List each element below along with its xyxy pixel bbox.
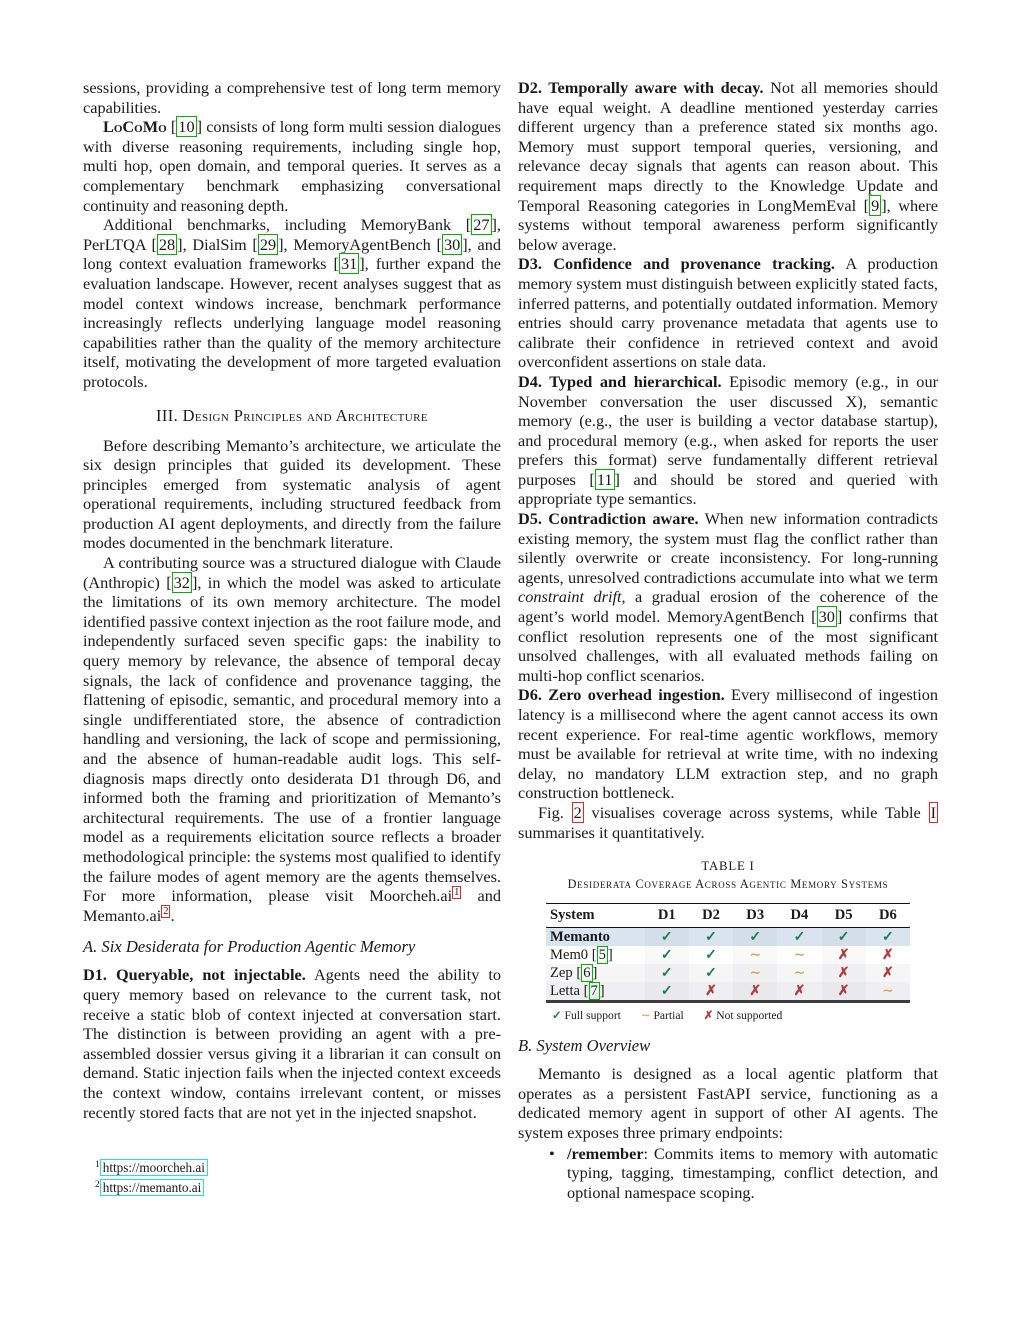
text-run: visualises coverage across systems, while Table: [583, 802, 929, 822]
tilde-icon: ∼: [793, 965, 806, 981]
tilde-icon: ∼: [749, 965, 762, 981]
paragraph: [518, 509, 938, 685]
footnotes: [83, 1158, 208, 1198]
text-run: Design Principles and Architecture: [182, 405, 428, 425]
support-cell: [733, 964, 777, 982]
paragraph: [83, 553, 501, 925]
left-column: [83, 78, 501, 1320]
text-run: Episodic memory (e.g., in our November conversation the user discussed X), semantic memory (e.g., the user is building a vector database startup), and procedural memory (e.g., when asked for reports the user prefers this format) serve fundamentally different retrieval purposes [: [518, 371, 939, 489]
paragraph: [518, 1064, 938, 1142]
footnote-marker-1[interactable]: 1: [454, 886, 460, 898]
bullet-marker-icon: •: [549, 1143, 555, 1163]
legend-label: Partial: [650, 1009, 684, 1023]
table-row-memanto: [546, 928, 910, 947]
cross-icon: ✗: [882, 947, 894, 963]
paragraph: [518, 78, 938, 254]
check-icon: ✓: [660, 929, 673, 945]
footnote-marker-2[interactable]: 2: [163, 906, 169, 918]
support-cell: [822, 964, 866, 982]
cross-icon: ✗: [837, 983, 850, 999]
text-run: D1. Queryable, not injectable.: [83, 965, 306, 985]
text-run: D5. Contradiction aware.: [518, 509, 699, 529]
paragraph: [83, 965, 501, 1122]
cross-icon: ✗: [837, 947, 850, 963]
citation-link-30[interactable]: 30: [443, 234, 461, 254]
table-header-row: [546, 904, 910, 928]
citation-link-29[interactable]: 29: [259, 234, 277, 254]
cross-reference-link-I[interactable]: I: [930, 802, 936, 822]
check-icon: ✓: [660, 947, 673, 963]
column-header-d5: D5: [822, 904, 866, 928]
support-cell: [822, 982, 866, 1002]
table-legend: [546, 1008, 910, 1022]
footnote-number-1: 1: [95, 1159, 100, 1170]
column-header-system: System: [546, 904, 645, 928]
text-run: [: [166, 117, 177, 137]
text-run: sessions, providing a comprehensive test of long term memory capabilities.: [83, 78, 501, 117]
text-run: A production memory system must distinguish between explicitly stated facts, inferred patterns, and potentially outdated information. Memory entries should carry provenance metadata that agents use to calibrate their confidence in retrieved context and avoid overconfident assertions on stale data.: [518, 254, 938, 372]
support-cell: [822, 946, 866, 964]
text-run: Fig.: [538, 802, 572, 822]
cross-reference-link-2[interactable]: 2: [573, 802, 582, 822]
text-run: .: [170, 905, 175, 925]
text-run: B. System Overview: [518, 1036, 651, 1056]
footnote-number-2: 2: [95, 1179, 100, 1190]
column-header-d6: D6: [866, 904, 910, 928]
system-name: Zep: [550, 964, 573, 981]
text-run: Before describing Memanto’s architecture, we articulate the six design principles that guided its development. These principles emerged from systematic analysis of agent operational requirements, including structured feedback from production AI agent deployments, and directly from the failure modes documented in the benchmark literature.: [83, 435, 501, 553]
check-icon: ✓: [793, 929, 806, 945]
column-header-d2: D2: [689, 904, 733, 928]
legend-item: [552, 1009, 621, 1022]
text-run: summarises it quantitatively.: [518, 822, 705, 842]
table-body: [546, 928, 910, 1002]
support-cell: [645, 964, 689, 982]
legend-label: Not supported: [713, 1009, 783, 1023]
cross-icon: ✗: [793, 983, 806, 999]
support-cell: [866, 946, 910, 964]
text-run: : Commits items to memory with automatic typing, tagging, timestamping, conflict detection, and optional namespace scoping.: [567, 1143, 938, 1202]
system-name: Letta: [550, 982, 580, 999]
system-name-cell: Mem0 [ 5 ]: [546, 946, 645, 964]
support-cell: [866, 964, 910, 982]
support-cell: [866, 982, 910, 1002]
cross-icon: ✗: [749, 983, 762, 999]
cross-icon: ✗: [705, 983, 717, 999]
check-icon: ✓: [705, 929, 717, 945]
cross-icon: ✗: [837, 965, 850, 981]
check-icon: ✓: [660, 965, 673, 981]
text-run: ], in which the model was asked to articulate the limitations of its own memory architecture. The model identified passive context injection as the root failure mode, and independently surfaced seven specific gaps: the inability to query memory by relevance, the absence of temporal decay signals, the lack of confidence and provenance tagging, the flattening of episodic, semantic, and procedural memory into a single undifferentiated store, the absence of contradiction handling and versioning, the lack of scope and permissioning, and the absence of human-readable audit logs. This self-diagnosis maps directly onto desiderata D1 through D6, and informed both the framing and prioritization of Memanto’s architectural requirements. The use of a frontier language model as a requirements elicitation source reflects a broader methodological principle: the systems most qualified to identify the failure modes of agent memory are the agents themselves. For more information, please visit Moorcheh.ai: [83, 572, 501, 906]
tilde-icon: ∼: [640, 1010, 651, 1023]
support-cell: [645, 928, 689, 947]
legend-item: [641, 1009, 684, 1022]
table-row-zep: [546, 964, 910, 982]
text-run: ], DialSim [: [177, 234, 258, 254]
bullet-item: [518, 1144, 938, 1203]
table-caption-label: TABLE I: [701, 859, 755, 874]
system-name-cell: [546, 928, 645, 947]
text-run: and Memanto.ai: [83, 886, 501, 925]
support-cell: [777, 946, 821, 964]
paragraph: [83, 436, 501, 554]
paragraph: [518, 254, 938, 372]
citation-link-27[interactable]: 27: [473, 215, 490, 235]
text-run: ], PerLTQA [: [83, 215, 501, 254]
tilde-icon: ∼: [749, 947, 762, 963]
cross-icon: ✗: [703, 1010, 714, 1023]
text-run: LoCoMo: [103, 117, 167, 137]
text-run: When new information contradicts existing memory, the system must flag the conflict rather than silently overwrite or create inconsistency. For long-running agents, unresolved contradictions accumulate into what we term: [518, 509, 938, 587]
legend-item: [704, 1009, 783, 1022]
footnote: [83, 1178, 208, 1198]
text-run: Every millisecond of ingestion latency is a millisecond where the agent cannot access its own recent experience. For real-time agentic workflows, memory must be available for retrieval at write time, with no indexing delay, no mandatory LLM extraction step, and no graph construction bottleneck.: [518, 685, 938, 803]
support-cell: [689, 946, 733, 964]
text-run: , a gradual erosion of the coherence of the agent’s world model. MemoryAgentBench [: [518, 587, 938, 627]
support-cell: [777, 964, 821, 982]
check-icon: ✓: [882, 929, 894, 945]
system-name: Mem0: [550, 946, 589, 963]
text-run: ], and long context evaluation frameworks [: [83, 234, 502, 274]
support-cell: [733, 946, 777, 964]
text-run: ], where systems without temporal awareness perform significantly below average.: [518, 195, 938, 254]
citation-link-30[interactable]: 30: [818, 607, 835, 627]
support-cell: [689, 982, 733, 1002]
footnote: [83, 1158, 208, 1178]
tilde-icon: ∼: [793, 947, 806, 963]
citation-link-31[interactable]: 31: [340, 254, 358, 274]
table-desiderata: [546, 859, 910, 1022]
system-name-cell: Letta [ 7 ]: [546, 982, 645, 1002]
check-icon: ✓: [749, 929, 762, 945]
citation-link-9[interactable]: 9: [871, 195, 880, 215]
citation-link-5[interactable]: 5: [598, 946, 606, 963]
support-cell: [645, 982, 689, 1002]
system-name-cell: Zep [ 6 ]: [546, 964, 645, 982]
column-header-d4: D4: [777, 904, 821, 928]
text-run: constraint drift: [518, 587, 622, 607]
support-cell: [777, 982, 821, 1002]
support-cell: [689, 964, 733, 982]
paragraph: [518, 372, 938, 509]
subsection-heading: [83, 937, 501, 957]
text-run: ] consists of long form multi session dialogues with diverse reasoning requirements, including single hop, multi hop, open domain, and temporal queries. It serves as a complementary benchmark emphasizing conversational continuity and reasoning depth.: [83, 117, 501, 215]
text-run: D2. Temporally aware with decay.: [518, 78, 764, 97]
legend-label: Full support: [561, 1009, 621, 1023]
support-cell: [822, 928, 866, 947]
section-heading: [83, 406, 501, 426]
subsection-heading: [518, 1036, 938, 1056]
text-run: A. Six Desiderata for Production Agentic Memory: [83, 937, 416, 957]
text-run: ] confirms that conflict resolution represents one of the most significant unsolved challenges, with all evaluated methods failing on multi-hop conflict scenarios.: [518, 607, 938, 685]
text-run: A contributing source was a structured dialogue with Claude (Anthropic) [: [83, 553, 501, 592]
tilde-icon: ∼: [882, 983, 894, 999]
right-column: [518, 78, 938, 1202]
support-cell: [645, 946, 689, 964]
cross-icon: ✗: [882, 965, 894, 981]
support-cell: [689, 928, 733, 947]
text-run: D4. Typed and hierarchical.: [518, 371, 722, 391]
paragraph: [518, 685, 938, 803]
citation-link-11[interactable]: 11: [596, 469, 613, 489]
citation-link-6[interactable]: 6: [583, 964, 591, 981]
table-row-mem0: [546, 946, 910, 964]
text-run: ] and should be stored and queried with appropriate type semantics.: [518, 469, 939, 509]
text-run: D3. Confidence and provenance tracking.: [518, 254, 835, 274]
paragraph: [83, 117, 501, 215]
citation-link-10[interactable]: 10: [178, 117, 195, 137]
support-cell: [866, 928, 910, 947]
footnote-url-link[interactable]: https://moorcheh.ai: [100, 1159, 208, 1176]
check-icon: ✓: [705, 947, 717, 963]
paragraph: [83, 78, 501, 117]
desiderata-coverage-table: [546, 903, 910, 1003]
check-icon: ✓: [837, 929, 850, 945]
citation-link-28[interactable]: 28: [158, 234, 176, 254]
text-run: Additional benchmarks, including MemoryBank [: [103, 215, 472, 235]
support-cell: [733, 982, 777, 1002]
column-header-d3: D3: [733, 904, 777, 928]
table-header: [546, 904, 910, 928]
check-icon: ✓: [705, 965, 717, 981]
check-icon: ✓: [660, 983, 673, 999]
text-run: Memanto is designed as a local agentic platform that operates as a persistent FastAPI service, functioning as a dedicated memory agent in support of other AI agents. The system exposes three primary endpoints:: [518, 1064, 938, 1142]
system-name: Memanto: [550, 928, 610, 945]
text-run: III.: [156, 405, 183, 425]
footnote-url-link[interactable]: https://memanto.ai: [100, 1179, 205, 1196]
text-run: ], MemoryAgentBench [: [278, 234, 442, 254]
table-caption-title: Desiderata Coverage Across Agentic Memory Systems: [567, 877, 889, 892]
text-run: Agents need the ability to query memory based on relevance to the current task, not receive a static blob of context injected at conversation start. The distinction is between providing an agent with a pre-assembled dossier versus giving it a librarian it can consult on demand. Static injection fails when the injected context exceeds the context window, contains irrelevant content, or misses recently stored facts that are not yet in the injected snapshot.: [83, 965, 502, 1122]
support-cell: [777, 928, 821, 947]
text-run: ], further expand the evaluation landscape. However, recent analyses suggest that as model context windows increase, benchmark performance increasingly reflects underlying language model reasoning capabilities rather than the quality of the memory architecture itself, motivating the development of more targeted evaluation protocols.: [83, 254, 501, 391]
citation-link-32[interactable]: 32: [173, 572, 190, 592]
column-header-d1: D1: [645, 904, 689, 928]
text-run: Not all memories should have equal weight. A deadline mentioned yesterday carries different urgency than a preference stated six months ago. Memory must support temporal queries, versioning, and relevance decay signals that agents can reason about. This requirement maps directly to the Knowledge Update and Temporal Reasoning categories in LongMemEval [: [518, 78, 938, 215]
citation-link-7[interactable]: 7: [590, 982, 598, 999]
text-run: /remember: [567, 1143, 644, 1163]
support-cell: [733, 928, 777, 947]
check-icon: ✓: [552, 1010, 562, 1023]
text-run: D6. Zero overhead ingestion.: [518, 685, 725, 705]
paragraph: [518, 803, 938, 842]
table-row-letta: [546, 982, 910, 1002]
paragraph: [83, 215, 501, 391]
